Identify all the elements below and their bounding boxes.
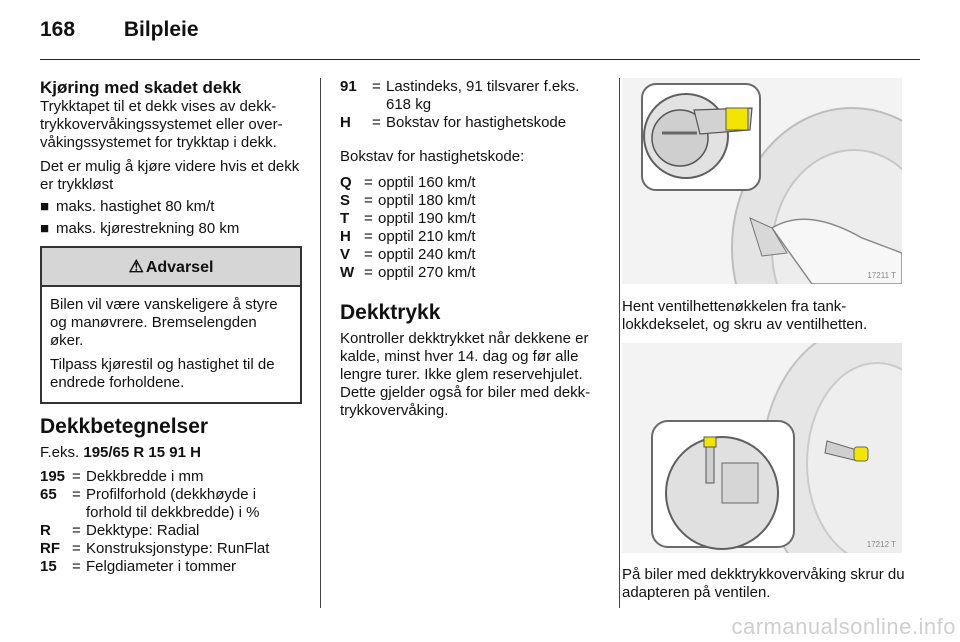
speed-key: V	[340, 246, 351, 263]
speed-text: opptil 190 km/t	[378, 210, 476, 227]
equals-sign: =	[72, 540, 81, 557]
bullet-text: maks. kjørestrekning 80 km	[56, 220, 240, 237]
definition-list	[40, 468, 302, 576]
definition-row	[340, 114, 605, 132]
watermark: carmanualsonline.info	[731, 614, 956, 639]
caption-1: Hent ventilhettenøkkelen fra tank-lokkdekselet, og skru av ventilhetten.	[622, 298, 868, 333]
adapter-illustration-icon	[622, 343, 902, 553]
example-value: 195/65 R 15 91 H	[83, 444, 201, 461]
bullet-square-icon: ■	[40, 198, 50, 215]
equals-sign: =	[72, 486, 81, 503]
definition-text: Felgdiameter i tommer	[86, 558, 237, 575]
valve-cap-illustration-icon	[622, 78, 902, 284]
speed-key: H	[340, 228, 351, 245]
speed-text: opptil 210 km/t	[378, 228, 476, 245]
page-header	[40, 18, 199, 42]
definition-row	[40, 558, 302, 576]
warning-title: Advarsel	[145, 259, 214, 276]
example-line	[40, 444, 302, 462]
speed-key: Q	[340, 174, 352, 191]
definition-key: 15	[40, 558, 57, 575]
speed-key: W	[340, 264, 355, 281]
definition-key: R	[40, 522, 51, 539]
speed-row	[340, 246, 605, 264]
definition-key: 195	[40, 468, 66, 485]
equals-sign: =	[364, 246, 373, 263]
equals-sign: =	[364, 210, 373, 227]
definition-key: H	[340, 114, 351, 131]
speed-list	[340, 174, 605, 282]
section-heading-tyre-designation: Dekkbetegnelser	[40, 415, 209, 438]
warning-header	[42, 248, 300, 287]
warning-triangle-icon: ⚠	[128, 257, 144, 276]
equals-sign: =	[372, 114, 381, 131]
speed-row	[340, 192, 605, 210]
illustration-adapter	[622, 343, 902, 553]
warning-paragraph: Bilen vil være vanskeligere å styre og manøvrere. Bremselengden øker.	[50, 296, 278, 349]
speed-row	[340, 210, 605, 228]
speed-key: S	[340, 192, 351, 209]
paragraph: Trykktapet til et dekk vises av dekk-trykkovervåkingssystemet eller over-våkingssystemet for trykktap i dekk.	[40, 98, 283, 151]
definition-row	[40, 522, 302, 540]
page-title: Bilpleie	[123, 18, 199, 41]
bullet-item	[40, 198, 302, 216]
example-prefix: F.eks.	[40, 444, 84, 461]
image-code: 17212 T	[866, 540, 896, 549]
warning-body	[42, 287, 300, 402]
definition-text: Profilforhold (dekkhøyde i forhold til dekkbredde) i %	[86, 486, 260, 521]
speed-text: opptil 270 km/t	[378, 264, 476, 281]
equals-sign: =	[364, 264, 373, 281]
speed-text: opptil 180 km/t	[378, 192, 476, 209]
equals-sign: =	[372, 78, 381, 95]
equals-sign: =	[364, 192, 373, 209]
speed-text: opptil 160 km/t	[378, 174, 476, 191]
header-divider	[40, 59, 920, 60]
definition-key: RF	[40, 540, 60, 557]
section-heading-tyre-pressure: Dekktrykk	[340, 301, 441, 324]
equals-sign: =	[72, 558, 81, 575]
bullet-square-icon: ■	[40, 220, 50, 237]
definition-row	[40, 468, 302, 486]
bullet-text: maks. hastighet 80 km/t	[56, 198, 215, 215]
warning-box	[40, 246, 302, 404]
bullet-item	[40, 220, 302, 238]
column-2	[340, 78, 605, 426]
definition-key: 65	[40, 486, 57, 503]
speed-text: opptil 240 km/t	[378, 246, 476, 263]
speed-row	[340, 264, 605, 282]
warning-paragraph: Tilpass kjørestil og hastighet til de endrede forholdene.	[50, 356, 275, 391]
equals-sign: =	[72, 468, 81, 485]
paragraph: Det er mulig å kjøre videre hvis et dekk er trykkløst	[40, 158, 300, 193]
paragraph: Kontroller dekktrykket når dekkene er kalde, minst hver 14. dag og før alle lengre turer. Ikke glem reservehjulet. Dette gjelder også for biler med dekk-trykkovervåking.	[340, 330, 591, 419]
equals-sign: =	[364, 228, 373, 245]
column-1	[40, 78, 302, 576]
definition-text: Bokstav for hastighetskode	[386, 114, 567, 131]
image-code: 17211 T	[867, 271, 896, 280]
column-divider	[619, 78, 620, 608]
definition-key: 91	[340, 78, 357, 95]
speed-key: T	[340, 210, 350, 227]
illustration-valve-cap	[622, 78, 902, 284]
definition-text: Dekktype: Radial	[86, 522, 200, 539]
section-heading-damaged-tyre: Kjøring med skadet dekk	[40, 78, 242, 97]
definition-list	[340, 78, 605, 132]
equals-sign: =	[72, 522, 81, 539]
definition-row	[340, 78, 605, 114]
definition-row	[40, 540, 302, 558]
equals-sign: =	[364, 174, 373, 191]
caption-2: På biler med dekktrykkovervåking skrur du adapteren på ventilen.	[622, 566, 905, 601]
page-number: 168	[40, 18, 76, 41]
definition-row	[40, 486, 302, 522]
definition-text: Konstruksjonstype: RunFlat	[86, 540, 270, 557]
speed-intro: Bokstav for hastighetskode:	[340, 148, 525, 165]
speed-row	[340, 174, 605, 192]
column-divider	[320, 78, 321, 608]
definition-text: Dekkbredde i mm	[86, 468, 204, 485]
speed-row	[340, 228, 605, 246]
definition-text: Lastindeks, 91 tilsvarer f.eks. 618 kg	[386, 78, 580, 113]
